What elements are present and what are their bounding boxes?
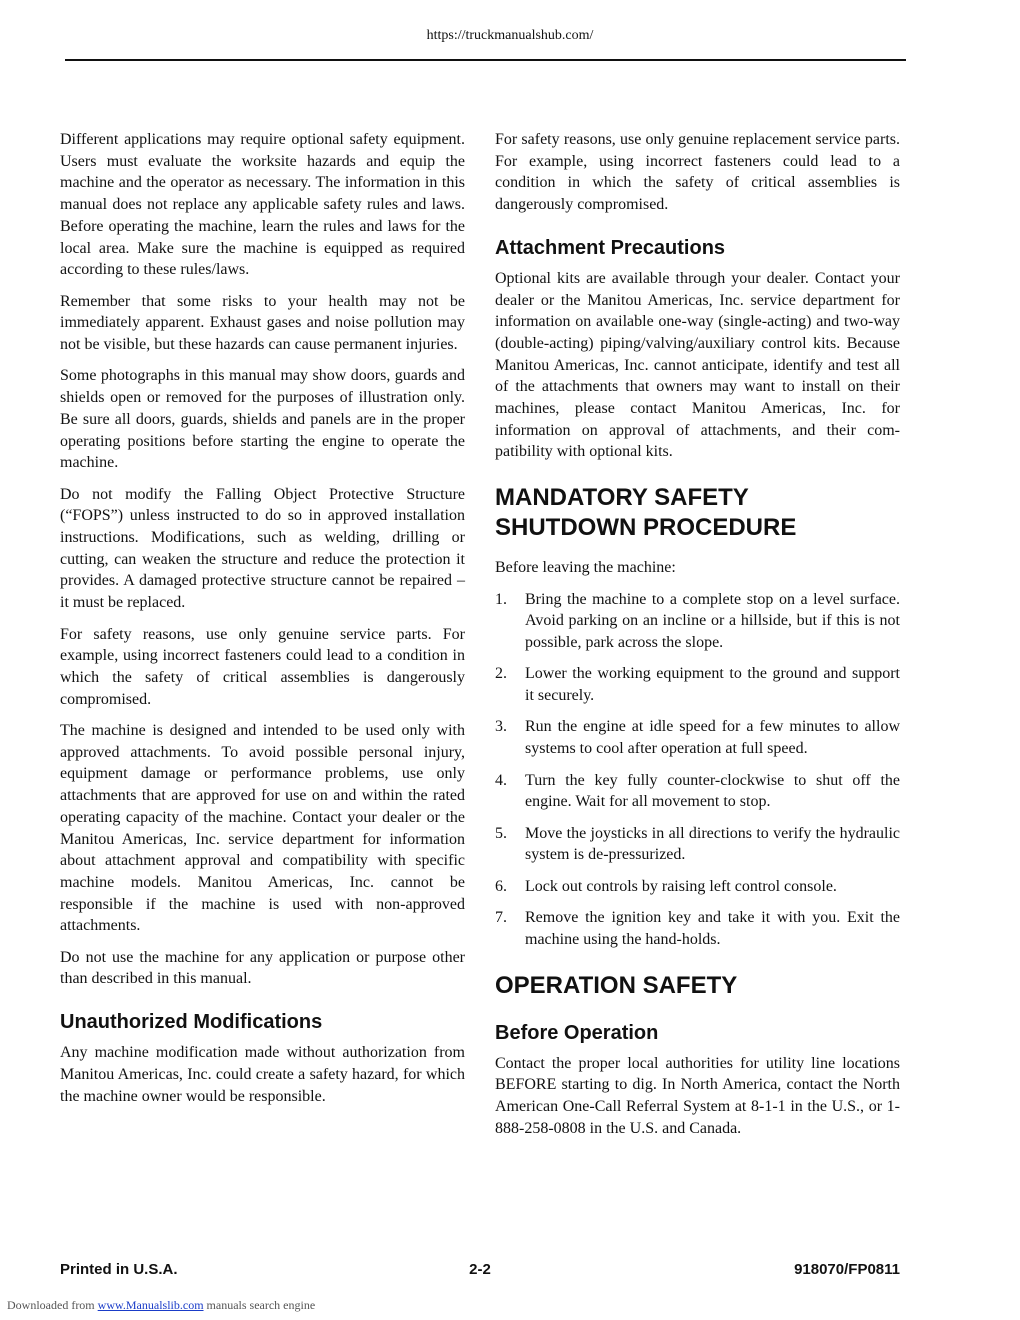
shutdown-steps-list [495,589,900,951]
step-number: 1. [495,590,507,608]
paragraph-service-parts: For safety reasons, use only genuine service parts. For example, using incorrect fasteners could lead to a condition in which the safety of critical assemblies is dangerously compromised. [60,625,465,708]
heading-attachment-precautions: Attachment Precautions [495,236,726,259]
list-item [495,716,900,759]
download-note-suffix: manuals search engine [206,1298,316,1312]
paragraph-replacement-parts: For safety reasons, use only genuine replacement service parts. For example, using incorrect fasteners could lead to a condition in which the safety of critical assemblies is dangerously compromised. [495,131,900,214]
step-text: Lower the working equipment to the ground and support it securely. [525,665,900,705]
footer-document-code: 918070/FP0811 [794,1261,900,1278]
heading-operation-safety: OPERATION SAFETY [495,971,738,999]
list-item [495,770,900,813]
right-column [495,129,900,1149]
paragraph-photographs: Some photographs in this manual may show doors, guards and shields open or removed for the purposes of illustration only. Be sure all doors, guards, shields and panels are in the proper operating positions before starting the engine to operate the machine. [60,367,465,472]
step-number: 3. [495,718,507,736]
heading-mandatory-shutdown [495,483,900,543]
step-text: Turn the key fully counter-clockwise to shut off the engine. Wait for all movement to stop. [525,771,900,811]
step-number: 2. [495,665,507,683]
left-column [60,129,465,1117]
heading-mandatory-shutdown-line2: SHUTDOWN PROCEDURE [495,514,797,542]
header-url: https://truckmanualshub.com/ [426,28,594,43]
heading-before-operation: Before Operation [495,1021,659,1044]
step-text: Move the joysticks in all directions to verify the hydraulic system is de-pressurized. [525,824,900,864]
list-item [495,663,900,706]
list-item [495,589,900,654]
step-text: Remove the ignition key and take it with you. Exit the machine using the hand-holds. [525,909,900,948]
footer-printed: Printed in U.S.A. [60,1261,178,1278]
paragraph-attachment-precautions: Optional kits are available through your dealer. Contact your dealer or the Manitou Americas, Inc. service department for information on available one-way (single-acting) and two-way (double-acting) piping/valving/auxiliary control kits. Because Manitou Americas, Inc. cannot anticipate, identify and test all of the attachments that owners may want to install on their machines, please contact Manitou Americas, Inc. for information on approval of attachments, and their compatibility with optional kits. [495,269,900,461]
paragraph-optional-equipment: Different applications may require optional safety equipment. Users must evaluate the worksite hazards and equip the machine and the operator as necessary. The information in this manual does not replace any applicable safety rules and laws. Before operating the machine, learn the rules and laws for the local area. Make sure the machine is equipped as required according to these rules/laws. [60,131,465,279]
list-item [495,823,900,866]
step-number: 6. [495,877,507,895]
manualslib-link[interactable]: www.Manualslib.com [97,1298,204,1312]
paragraph-unauthorized-modifications: Any machine modification made without authorization from Manitou Americas, Inc. could create a safety hazard, for which the machine owner would be responsible. [60,1044,465,1105]
list-item [495,876,900,898]
header-divider [65,59,906,61]
paragraph-intended-use: Do not use the machine for any application or purpose other than described in this manual. [60,948,465,988]
paragraph-before-operation: Contact the proper local authorities for utility line locations BEFORE starting to dig. In North America, contact the North American One-Call Referral System at 8-1-1 in the U.S., or 1-888-258-0808 in the U.S. and Canada. [495,1054,900,1137]
step-text: Bring the machine to a complete stop on a level surface. Avoid parking on an incline or a hillside, but if this is not possible, park across the slope. [525,590,900,651]
download-note-prefix: Downloaded from [7,1298,95,1312]
paragraph-before-leaving: Before leaving the machine: [495,559,676,577]
list-item [495,907,900,950]
heading-unauthorized-modifications: Unauthorized Modifications [60,1011,323,1034]
footer-page-number: 2-2 [469,1261,491,1278]
step-number: 5. [495,824,507,842]
step-text: Run the engine at idle speed for a few minutes to allow systems to cool after operation at full speed. [525,718,900,758]
step-number: 7. [495,909,507,927]
paragraph-approved-attachments: The machine is designed and intended to be used only with approved attachments. To avoid possible personal injury, equipment damage or performance problems, use only attachments that are approved for use on and within the rated operating capacity of the machine. Contact your dealer or the Manitou Americas, Inc. service department for information about attachment approval and compatibility with specific machine models. Manitou Americas, Inc. cannot be responsible if the machine is used with non-approved attachments. [60,722,465,935]
paragraph-fops: Do not modify the Falling Object Protective Structure (“FOPS”) unless instructed to do so in approved installation instructions. Modifications, such as welding, drilling or cutting, can weaken the structure and reduce the protection it provides. A damaged protective structure cannot be repaired – it must be replaced. [60,485,465,612]
step-number: 4. [495,771,507,789]
heading-mandatory-shutdown-line1: MANDATORY SAFETY [495,484,749,512]
step-text: Lock out controls by raising left control console. [525,877,837,895]
paragraph-health-risks: Remember that some risks to your health may not be immediately apparent. Exhaust gases and noise pollution may not be visible, but these hazards can cause permanent injuries. [60,292,465,354]
download-note [7,1298,315,1313]
